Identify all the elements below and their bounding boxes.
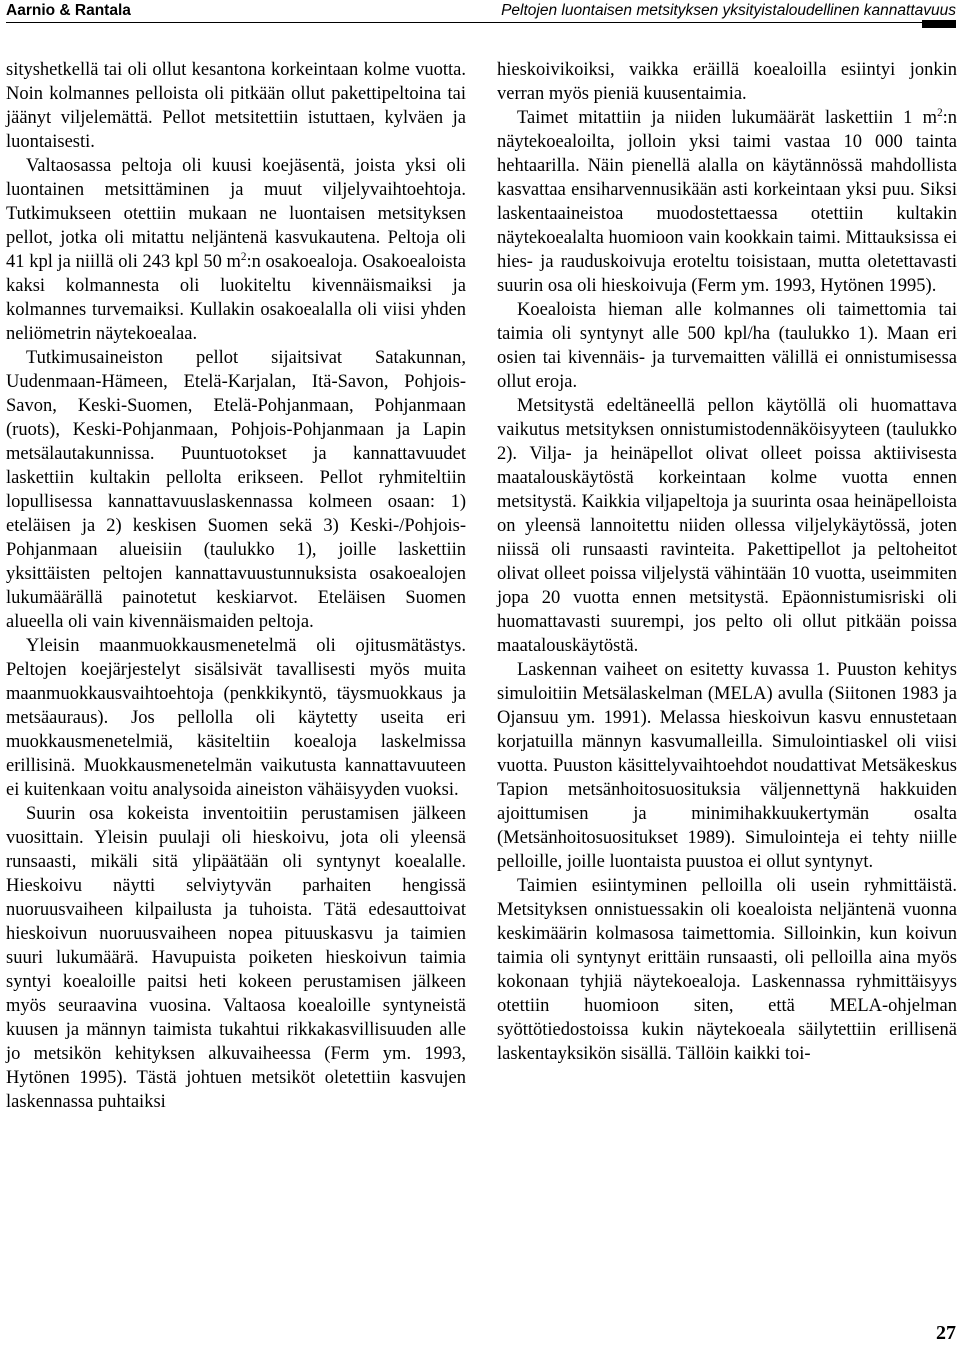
header-bar: [922, 20, 956, 28]
superscript: 2: [240, 250, 247, 263]
header-title: Peltojen luontaisen metsityksen yksityistaloudellinen kannattavuus: [501, 2, 956, 19]
left-paragraph-3: Tutkimusaineiston pellot sijaitsivat Satakunnan, Uudenmaan-Hämeen, Etelä-Karjalan, Itä-Savon, Pohjois-Savon, Keski-Suomen, Etelä-Pohjanmaan, Pohjanmaan (ruots), Keski-Pohjanmaan, Pohjois-Pohjanmaan ja Lapin metsälautakunnissa. Puuntuotokset ja kannattavuudet laskettiin kultakin pellolta erikseen. Pellot ryhmiteltiin lopullisessa kannattavuuslaskennassa kolmeen osaan: 1) eteläisen ja 2) keskisen Suomen sekä 3) Keski-/Pohjois-Pohjanmaan alueisiin (taulukko 1), joille laskettiin yksittäisten peltojen kannattavuustunnuksista osakoealojen lukumäärällä painotetut keskiarvot. Eteläisen Suomen alueella oli vain kivennäismaiden peltoja.: [6, 348, 466, 632]
right-paragraph-2-text-a: Taimet mitattiin ja niiden lukumäärät laskettiin 1 m: [517, 108, 938, 128]
right-paragraph-6: Taimien esiintyminen pelloilla oli usein ryhmittäistä. Metsityksen onnistuessakin oli koealoista neljäntenä vuonna keskimäärin kolmasosa taimettomia. Silloinkin, kun koivun taimia oli syntynyt erittäin runsaasti, oli pelloilla aina myös kokonaan tyhjiä näytekoealoja. Laskennassa ryhmittäisyys otettiin huomioon siten, että MELA-ohjelman syöttötiedostoissa kukin näytekoeala säilytettiin erillisenä laskentayksikön sisällä. Tällöin kaikki toi-: [497, 876, 957, 1064]
header-rule: [6, 22, 956, 23]
left-column: [6, 58, 466, 1114]
right-paragraph-5: Laskennan vaiheet on esitetty kuvassa 1. Puuston kehitys simuloitiin Metsälaskelman (MELA) avulla (Siitonen 1983 ja Ojansuu ym. 1991). Melassa hieskoivun kasvu ennustetaan korjatuilla männyn kasvumalleilla. Simulointiaskel oli viisi vuotta. Puuston käsittelyvaihtoehdot noudattivat Metsäkeskus Tapion metsänhoitosuosituksia väljennettynä hakkuiden ajoittumisen ja minimihakkuukertymän osalta (Metsänhoitosuositukset 1989). Simulointeja ei tehty niille pelloille, joille luontaista puustoa ei ollut syntynyt.: [497, 660, 957, 872]
right-paragraph-4: Metsitystä edeltäneellä pellon käytöllä oli huomattava vaikutus metsityksen onnistumistodennäköisyyteen (taulukko 2). Vilja- ja heinäpellot olivat olleet poissa aktiivisesta maatalouskäytöstä korkeintaan kolme vuotta ennen metsitystä. Kaikkia viljapeltoja ja suurinta osaa heinäpelloista on yleensä lannoitettu niiden ollessa viljelykäytössä, joten niissä oli runsaasti ravinteita. Pakettipellot ja peltoheitot olivat olleet poissa viljelystä vähintään 10 vuotta, useimmiten jopa 20 vuotta ennen metsitystä. Epäonnistumisriski oli huomattavasti suurempi, jos pelto oli ollut pitkään poissa maatalouskäytöstä.: [497, 396, 957, 656]
right-paragraph-1: hieskoivikoiksi, vaikka eräillä koealoilla esiintyi jonkin verran myös pieniä kuusentaimia.: [497, 60, 957, 104]
right-paragraph-3: Koealoista hieman alle kolmannes oli taimettomia tai taimia oli syntynyt alle 500 kpl/ha (taulukko 1). Maan eri osien tai kivennäis- ja turvemaitten välillä ei onnistumisessa ollut eroja.: [497, 300, 957, 392]
header-authors: Aarnio & Rantala: [6, 2, 131, 19]
left-paragraph-4: Yleisin maanmuokkausmenetelmä oli ojitusmätästys. Peltojen koejärjestelyt sisälsivät tavallisesti myös muita maanmuokkausvaihtoehtoja (penkkikyntö, täysmuokkaus ja metsäauraus). Jos pellolla oli käytetty useita eri muokkausmenetelmiä, käsiteltiin koealoja laskelmissa erillisinä. Muokkausmenetelmän vaikutusta kannattavuuteen ei kuitenkaan voitu analysoida aineiston vähäisyyden vuoksi.: [6, 636, 466, 800]
right-paragraph-2: [497, 106, 957, 298]
running-header: [6, 0, 956, 22]
right-column: [497, 58, 957, 1066]
left-paragraph-1: sityshetkellä tai oli ollut kesantona korkeintaan kolme vuotta. Noin kolmannes pelloista oli pitkään ollut pakettipeltoina tai jäänyt viljelemättä. Pellot metsitettiin istuttaen, kylväen ja luontaisesti.: [6, 60, 466, 152]
right-paragraph-2-text-b: :n näytekoealoilta, jolloin yksi taimi vastaa 10 000 tainta hehtaarilla. Näin pienellä alalla on käytännössä mahdollista kasvattaa ensiharvennusikään asti korkeintaan yksi puu. Siksi laskentaaineistoa muodostettaessa otettiin kultakin näytekoealalta huomioon vain kookkain taimi. Mittauksissa ei hies- ja rauduskoivuja eroteltu toisistaan, mutta oletettavasti suurin osa oli hieskoivuja (Ferm ym. 1993, Hytönen 1995).: [497, 108, 957, 296]
left-paragraph-2: [6, 154, 466, 346]
left-paragraph-2-text-b: :n osakoealoja. Osakoealoista kaksi kolmannesta oli luokiteltu kivennäismaiksi ja kolmannes turvemaiksi. Kullakin osakoealalla oli viisi yhden neliömetrin näytekoealaa.: [6, 252, 466, 344]
left-paragraph-5: Suurin osa kokeista inventoitiin perustamisen jälkeen vuosittain. Yleisin puulaji oli hieskoivu, jota oli yleensä runsaasti, mikäli sitä ylipäätään oli syntynyt koealalle. Hieskoivu näytti selviytyvän parhaiten hengissä nuoruusvaiheen kilpailusta ja tuhoista. Tätä edesauttoivat hieskoivun nuoruusvaiheen nopea pituuskasvu ja taimien suuri lukumäärä. Havupuista poiketen hieskoivun taimia syntyi koealoille paitsi heti kokeen perustamisen jälkeen myös seuraavina vuosina. Valtaosa koealoille syntyneistä kuusen ja männyn taimista tukahtui rikkakasvillisuuden alle jo metsikön kehityksen alkuvaiheessa (Ferm ym. 1993, Hytönen 1995). Tästä johtuen metsiköt oletettiin kasvujen laskennassa puhtaiksi: [6, 804, 466, 1112]
superscript: 2: [937, 106, 943, 119]
page-number: 27: [936, 1322, 956, 1344]
left-paragraph-2-text-a: Valtaosassa peltoja oli kuusi koejäsentä, joista yksi oli luontainen metsittäminen ja muut viljelyvaihtoehtoja. Tutkimukseen otettiin mukaan ne luontaisen metsityksen pellot, jotka oli mitattu neljäntenä kasvukautena. Peltoja oli 41 kpl ja niillä oli 243 kpl 50 m: [6, 156, 466, 272]
